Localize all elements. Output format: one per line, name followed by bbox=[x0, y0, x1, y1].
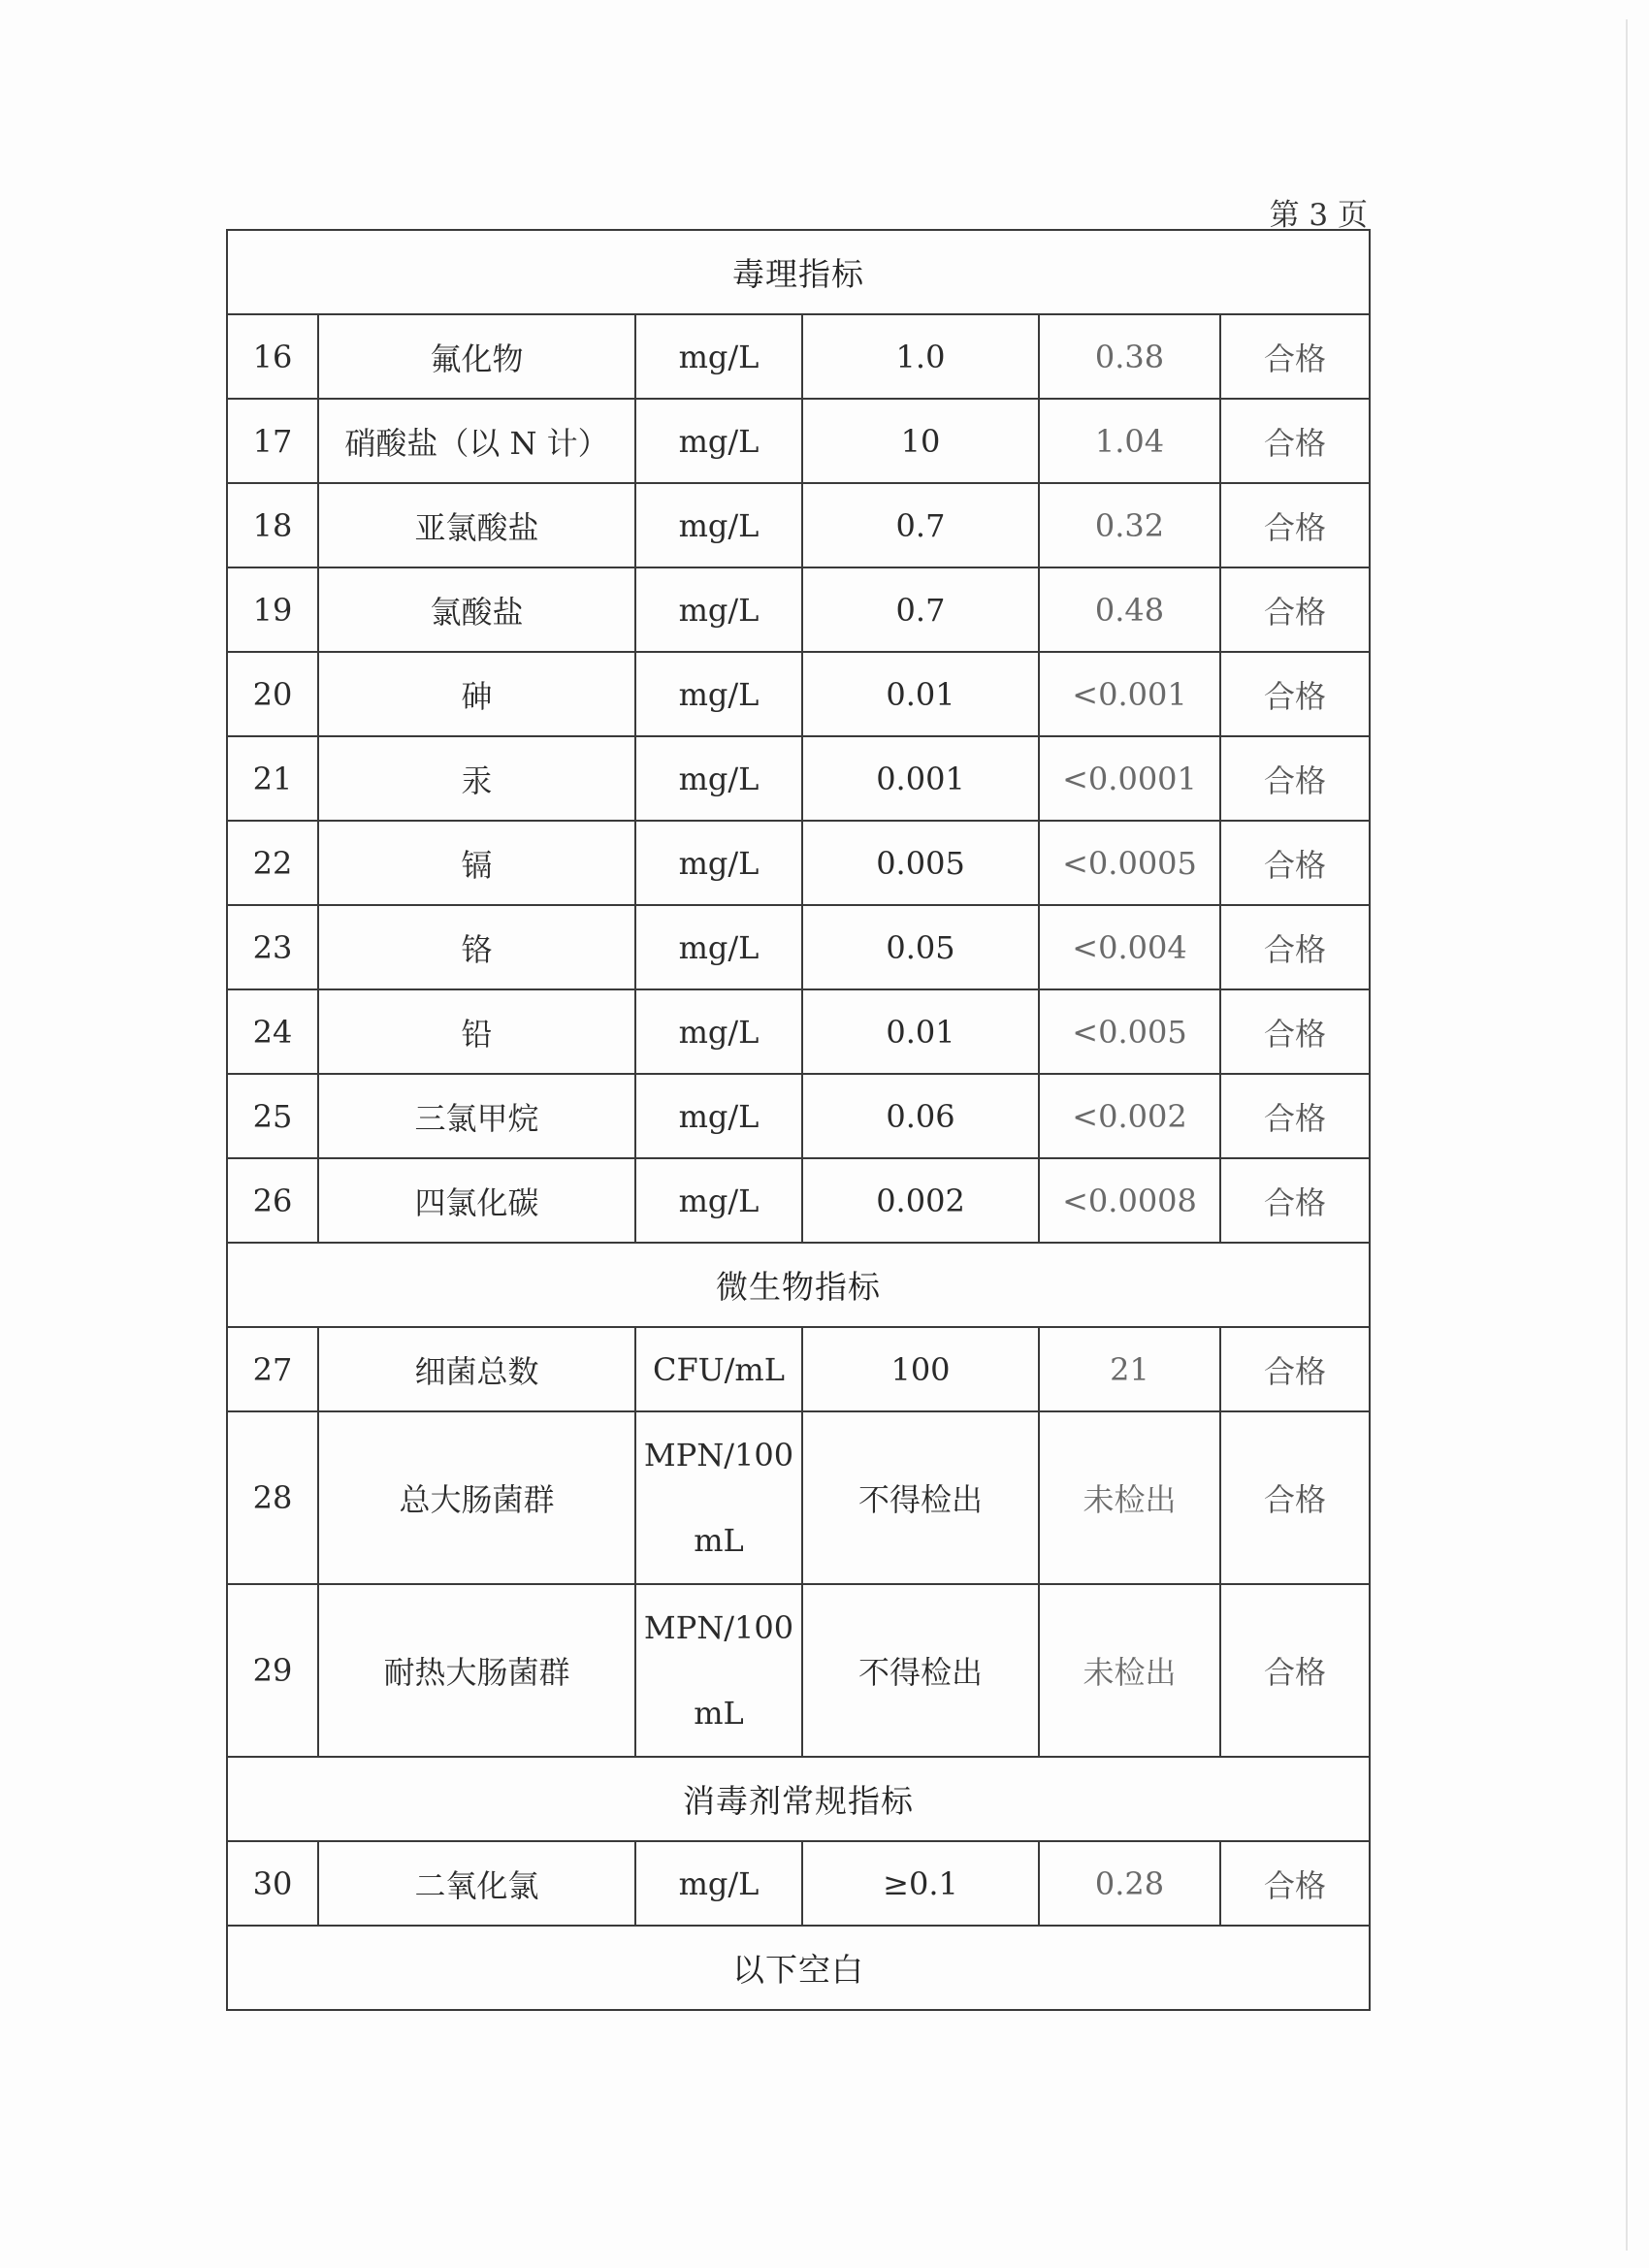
row-number: 16 bbox=[227, 314, 318, 399]
table-row bbox=[227, 905, 1370, 989]
conclusion: 合格 bbox=[1220, 1584, 1370, 1757]
table-row bbox=[227, 1584, 1370, 1757]
test-item: 铅 bbox=[318, 989, 635, 1074]
row-number: 23 bbox=[227, 905, 318, 989]
row-number: 21 bbox=[227, 736, 318, 821]
test-result: 未检出 bbox=[1039, 1584, 1220, 1757]
unit: mg/L bbox=[635, 483, 802, 567]
test-item: 硝酸盐（以 N 计） bbox=[318, 399, 635, 483]
standard-limit: ≥0.1 bbox=[802, 1841, 1039, 1926]
conclusion: 合格 bbox=[1220, 652, 1370, 736]
row-number: 20 bbox=[227, 652, 318, 736]
standard-limit: 100 bbox=[802, 1327, 1039, 1411]
row-number: 26 bbox=[227, 1158, 318, 1243]
row-number: 17 bbox=[227, 399, 318, 483]
conclusion: 合格 bbox=[1220, 1158, 1370, 1243]
standard-limit: 0.005 bbox=[802, 821, 1039, 905]
test-result: <0.002 bbox=[1039, 1074, 1220, 1158]
standard-limit: 0.002 bbox=[802, 1158, 1039, 1243]
unit: mg/L bbox=[635, 1841, 802, 1926]
conclusion: 合格 bbox=[1220, 314, 1370, 399]
unit: mg/L bbox=[635, 905, 802, 989]
conclusion: 合格 bbox=[1220, 736, 1370, 821]
test-item: 氯酸盐 bbox=[318, 567, 635, 652]
standard-limit: 0.05 bbox=[802, 905, 1039, 989]
test-item: 砷 bbox=[318, 652, 635, 736]
section-header-row bbox=[227, 1757, 1370, 1841]
test-item: 耐热大肠菌群 bbox=[318, 1584, 635, 1757]
standard-limit: 1.0 bbox=[802, 314, 1039, 399]
unit bbox=[635, 1584, 802, 1757]
row-number: 24 bbox=[227, 989, 318, 1074]
test-item: 三氯甲烷 bbox=[318, 1074, 635, 1158]
test-item: 四氯化碳 bbox=[318, 1158, 635, 1243]
section-title-microbiology: 微生物指标 bbox=[227, 1243, 1370, 1327]
table-row bbox=[227, 1158, 1370, 1243]
unit: mg/L bbox=[635, 821, 802, 905]
table-row bbox=[227, 1327, 1370, 1411]
row-number: 28 bbox=[227, 1411, 318, 1584]
section-header-row bbox=[227, 1243, 1370, 1327]
standard-limit: 0.7 bbox=[802, 567, 1039, 652]
conclusion: 合格 bbox=[1220, 989, 1370, 1074]
section-title-disinfectant: 消毒剂常规指标 bbox=[227, 1757, 1370, 1841]
test-item: 氟化物 bbox=[318, 314, 635, 399]
standard-limit: 不得检出 bbox=[802, 1411, 1039, 1584]
page-number: 第 3 页 bbox=[1269, 198, 1368, 233]
conclusion: 合格 bbox=[1220, 1327, 1370, 1411]
table-row bbox=[227, 483, 1370, 567]
unit: mg/L bbox=[635, 1074, 802, 1158]
test-result: <0.0008 bbox=[1039, 1158, 1220, 1243]
table-row bbox=[227, 989, 1370, 1074]
test-result: 21 bbox=[1039, 1327, 1220, 1411]
standard-limit: 0.06 bbox=[802, 1074, 1039, 1158]
test-result: <0.0005 bbox=[1039, 821, 1220, 905]
scan-edge bbox=[1626, 19, 1628, 2251]
table-row bbox=[227, 314, 1370, 399]
row-number: 25 bbox=[227, 1074, 318, 1158]
blank-below-note: 以下空白 bbox=[227, 1926, 1370, 2010]
conclusion: 合格 bbox=[1220, 1841, 1370, 1926]
unit: mg/L bbox=[635, 314, 802, 399]
unit: mg/L bbox=[635, 989, 802, 1074]
row-number: 30 bbox=[227, 1841, 318, 1926]
conclusion: 合格 bbox=[1220, 1074, 1370, 1158]
test-result: <0.0001 bbox=[1039, 736, 1220, 821]
unit-line-2: mL bbox=[694, 1522, 744, 1559]
test-result: 1.04 bbox=[1039, 399, 1220, 483]
test-item: 镉 bbox=[318, 821, 635, 905]
row-number: 29 bbox=[227, 1584, 318, 1757]
conclusion: 合格 bbox=[1220, 483, 1370, 567]
unit: mg/L bbox=[635, 736, 802, 821]
unit bbox=[635, 1411, 802, 1584]
unit: mg/L bbox=[635, 652, 802, 736]
standard-limit: 0.01 bbox=[802, 989, 1039, 1074]
unit-line-1: MPN/100 bbox=[643, 1609, 794, 1646]
conclusion: 合格 bbox=[1220, 567, 1370, 652]
standard-limit: 0.01 bbox=[802, 652, 1039, 736]
test-result: <0.004 bbox=[1039, 905, 1220, 989]
table-row bbox=[227, 652, 1370, 736]
table-row bbox=[227, 736, 1370, 821]
table-row bbox=[227, 1411, 1370, 1584]
unit-line-2: mL bbox=[694, 1695, 744, 1732]
table-row bbox=[227, 1074, 1370, 1158]
test-item: 细菌总数 bbox=[318, 1327, 635, 1411]
table-row bbox=[227, 567, 1370, 652]
test-result: <0.005 bbox=[1039, 989, 1220, 1074]
conclusion: 合格 bbox=[1220, 905, 1370, 989]
row-number: 22 bbox=[227, 821, 318, 905]
table-row bbox=[227, 399, 1370, 483]
test-result: 0.32 bbox=[1039, 483, 1220, 567]
footer-row bbox=[227, 1926, 1370, 2010]
standard-limit: 10 bbox=[802, 399, 1039, 483]
section-header-row bbox=[227, 230, 1370, 314]
standard-limit: 0.7 bbox=[802, 483, 1039, 567]
row-number: 19 bbox=[227, 567, 318, 652]
unit: mg/L bbox=[635, 567, 802, 652]
table-row bbox=[227, 821, 1370, 905]
unit: mg/L bbox=[635, 399, 802, 483]
row-number: 27 bbox=[227, 1327, 318, 1411]
unit: CFU/mL bbox=[635, 1327, 802, 1411]
unit-line-1: MPN/100 bbox=[643, 1437, 794, 1474]
conclusion: 合格 bbox=[1220, 821, 1370, 905]
table-row bbox=[227, 1841, 1370, 1926]
section-title-toxicology: 毒理指标 bbox=[227, 230, 1370, 314]
row-number: 18 bbox=[227, 483, 318, 567]
test-result: <0.001 bbox=[1039, 652, 1220, 736]
test-item: 总大肠菌群 bbox=[318, 1411, 635, 1584]
test-item: 亚氯酸盐 bbox=[318, 483, 635, 567]
test-item: 铬 bbox=[318, 905, 635, 989]
test-item: 汞 bbox=[318, 736, 635, 821]
standard-limit: 不得检出 bbox=[802, 1584, 1039, 1757]
standard-limit: 0.001 bbox=[802, 736, 1039, 821]
test-result: 0.28 bbox=[1039, 1841, 1220, 1926]
test-result: 0.38 bbox=[1039, 314, 1220, 399]
conclusion: 合格 bbox=[1220, 399, 1370, 483]
test-item: 二氧化氯 bbox=[318, 1841, 635, 1926]
conclusion: 合格 bbox=[1220, 1411, 1370, 1584]
unit: mg/L bbox=[635, 1158, 802, 1243]
test-report-table bbox=[226, 229, 1371, 2011]
test-result: 0.48 bbox=[1039, 567, 1220, 652]
test-result: 未检出 bbox=[1039, 1411, 1220, 1584]
